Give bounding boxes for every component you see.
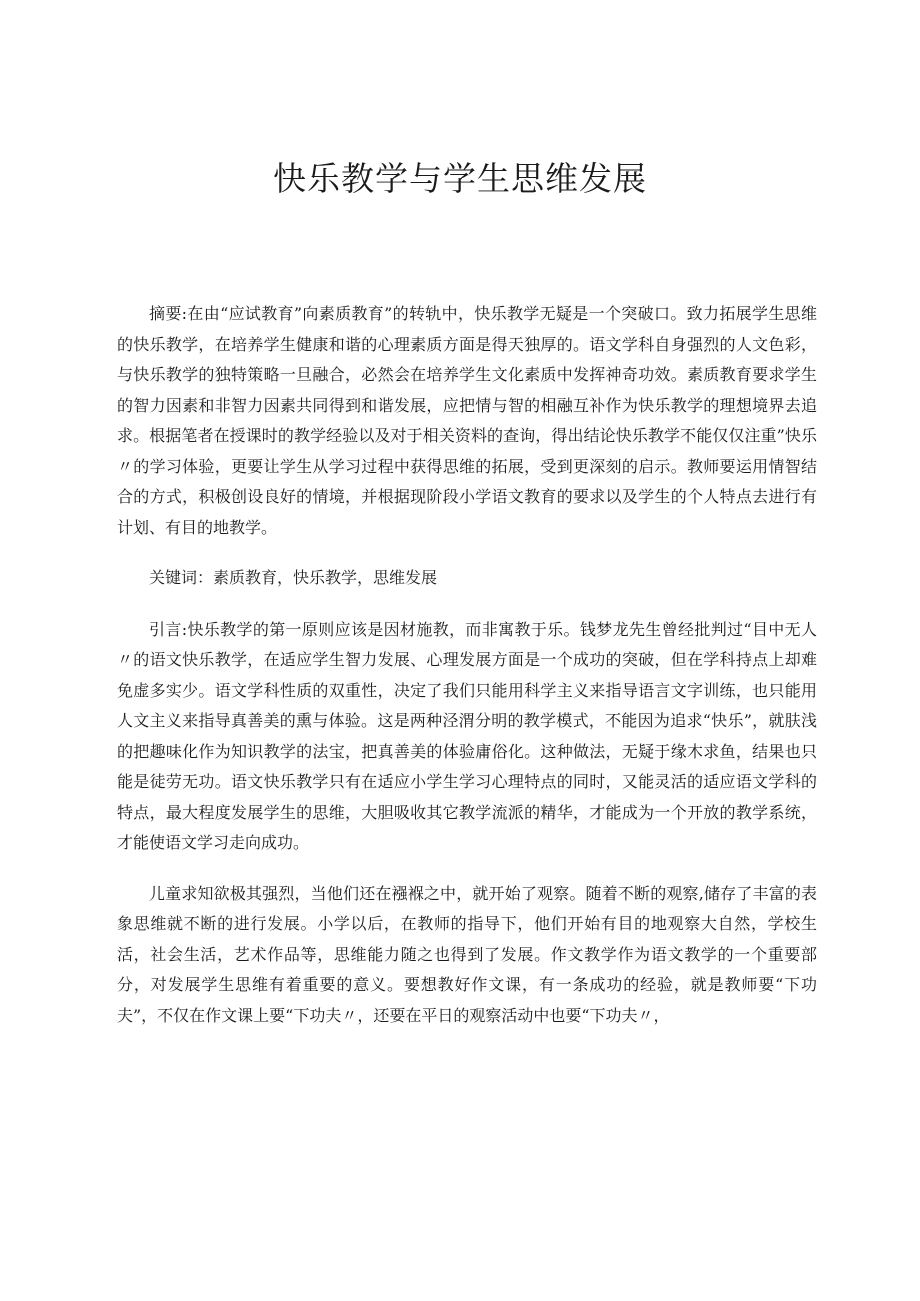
body-paragraph-1: 儿童求知欲极其强烈，当他们还在襁褓之中，就开始了观察。随着不断的观察,储存了丰富的表象思维就不断的进行发展。小学以后，在教师的指导下，他们开始有目的地观察大自然，学校生活，社会生活，艺术作品等，思维能力随之也得到了发展。作文教学作为语文教学的一个重要部分，对发展学生思维有着重要的意义。要想教好作文课，有一条成功的经验，就是教师要“下功夫”，不仅在作文课上要“下功夫〃，还要在平日的观察活动中也要“下功夫〃， (117, 883, 817, 1025)
introduction-paragraph: 引言:快乐教学的第一原则应该是因材施教，而非寓教于乐。钱梦龙先生曾经批判过“目中无人〃的语文快乐教学，在适应学生智力发展、心理发展方面是一个成功的突破，但在学科持点上却难免虚多实少。语文学科性质的双重性，决定了我们只能用科学主义来指导语言文字训练，也只能用人文主义来指导真善美的熏与体验。这是两种泾渭分明的教学模式，不能因为追求“快乐”，就肤浅的把趣味化作为知识教学的法宝，把真善美的体验庸俗化。这种做法，无疑于缘木求鱼，结果也只能是徒劳无功。语文快乐教学只有在适应小学生学习心理特点的同时，又能灵活的适应语文学科的特点，最大程度发展学生的思维，大胆吸收其它教学流派的精华，才能成为一个开放的教学系统，才能使语文学习走向成功。 (117, 619, 817, 852)
document-title: 快乐教学与学生思维发展 (273, 159, 647, 198)
keywords-paragraph: 关键词：素质教育，快乐教学，思维发展 (149, 568, 438, 587)
document-body (117, 299, 817, 1051)
abstract-paragraph: 摘要:在由“应试教育”向素质教育”的转轨中，快乐教学无疑是一个突破口。致力拓展学生思维的快乐教学，在培养学生健康和谐的心理素质方面是得天独厚的。语文学科自身强烈的人文色彩，与快乐教学的独特策略一旦融合，必然会在培养学生文化素质中发挥神奇功效。素质教育要求学生的智力因素和非智力因素共同得到和谐发展，应把情与智的相融互补作为快乐教学的理想境界去追求。根据笔者在授课时的教学经验以及对于相关资料的查询，得出结论快乐教学不能仅仅注重”快乐〃的学习体验，更要让学生从学习过程中获得思维的拓展，受到更深刻的启示。教师要运用情智结合的方式，积极创设良好的情境，并根据现阶段小学语文教育的要求以及学生的个人特点去进行有计划、有目的地教学。 (117, 304, 817, 537)
